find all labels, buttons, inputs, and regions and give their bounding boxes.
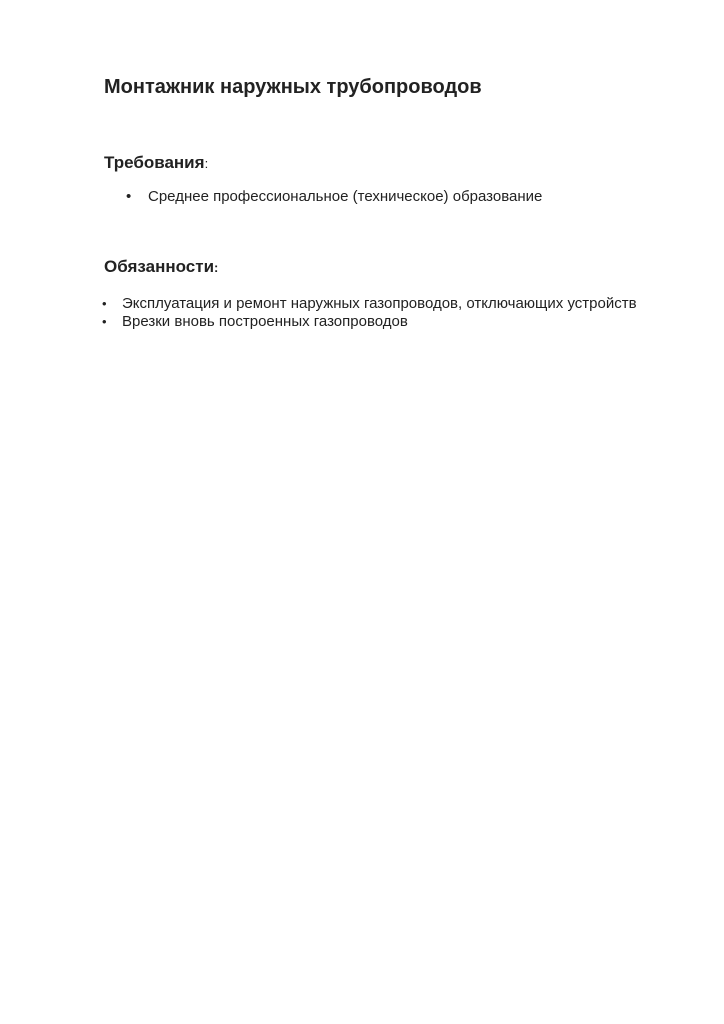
duties-heading (104, 256, 218, 279)
list-item (102, 313, 642, 331)
duty-text: Эксплуатация и ремонт наружных газопроводов, отключающих устройств (122, 295, 637, 312)
list-item (102, 295, 642, 313)
bullet-icon: • (126, 188, 132, 205)
bullet-icon: • (102, 314, 107, 329)
page-title: Монтажник наружных трубопроводов (104, 76, 482, 98)
requirements-heading-text: Требования (104, 153, 205, 172)
duties-list (102, 295, 642, 331)
requirements-heading (104, 152, 208, 175)
duty-text: Врезки вновь построенных газопроводов (122, 313, 408, 330)
requirements-heading-colon: : (204, 156, 209, 171)
duties-heading-colon: : (214, 260, 219, 275)
bullet-icon: • (102, 296, 107, 311)
requirement-text: Среднее профессиональное (техническое) образование (148, 188, 543, 205)
list-item (126, 188, 668, 206)
requirements-list (126, 188, 668, 206)
duties-heading-text: Обязанности (104, 257, 215, 276)
